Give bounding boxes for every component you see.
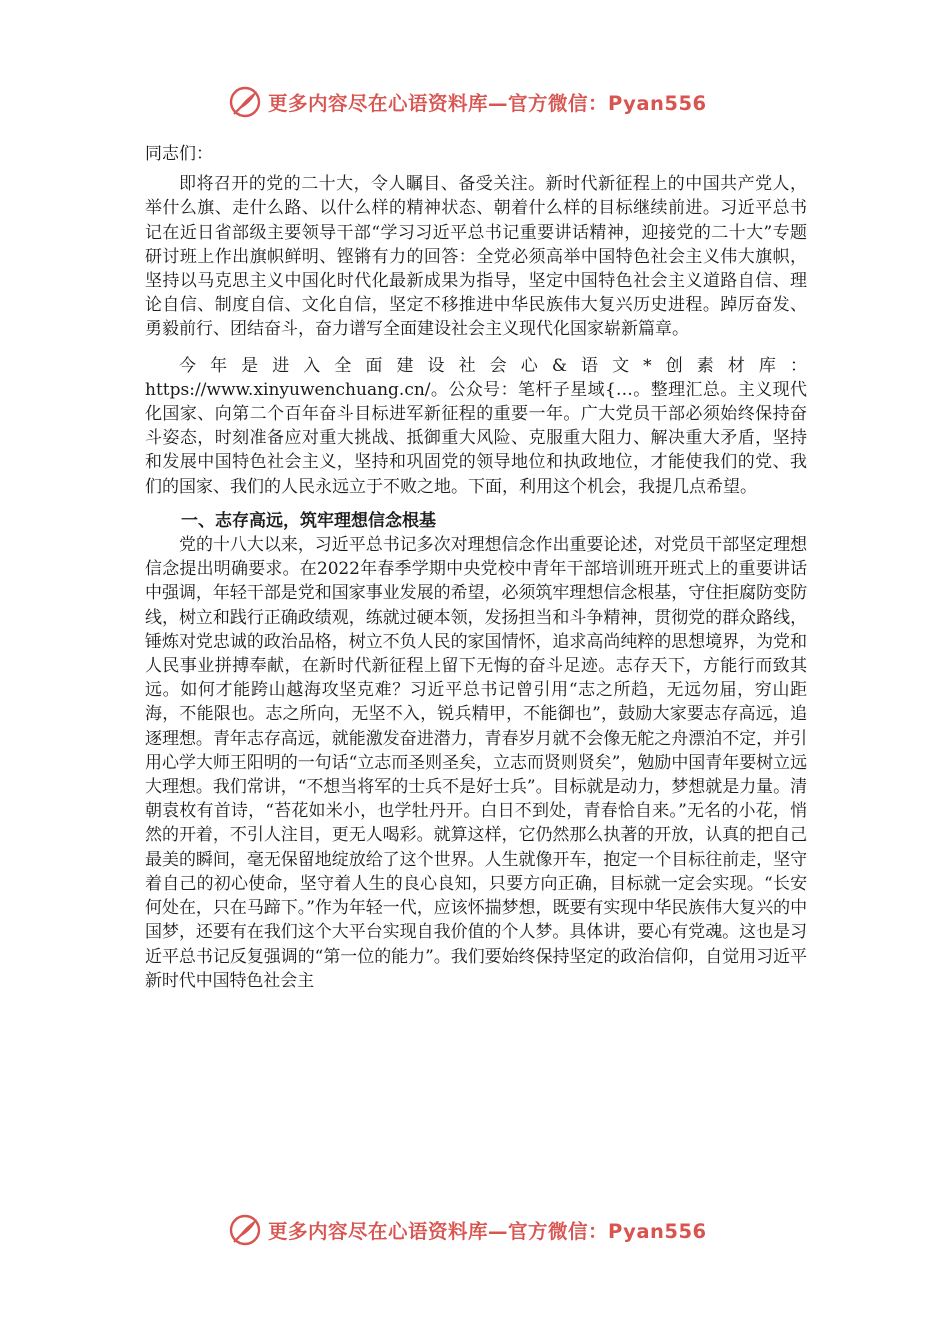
header-banner xyxy=(228,84,707,120)
section-heading: 一、志存高远，筑牢理想信念根基 xyxy=(181,510,436,531)
footer-banner xyxy=(228,1212,707,1248)
quill-pen-logo-icon xyxy=(228,85,262,119)
banner-text: 更多内容尽在心语资料库—官方微信：Pyan556 xyxy=(268,1220,707,1243)
banner-text: 更多内容尽在心语资料库—官方微信：Pyan556 xyxy=(268,92,707,115)
quill-pen-logo-icon xyxy=(228,1213,262,1247)
document-body xyxy=(145,142,807,993)
salutation: 同志们： xyxy=(145,144,213,164)
paragraph: 党的十八大以来，习近平总书记多次对理想信念作出重要论述，对党员干部坚定理想信念提出明确要求。在2022年春季学期中央党校中青年干部培训班开班式上的重要讲话中强调，年轻干部是党和国家事业发展的希望，必须筑牢理想信念根基，守住拒腐防变防线，树立和践行正确政绩观，练就过硬本领，发扬担当和斗争精神，贯彻党的群众路线，锤炼对党忠诚的政治品格，树立不负人民的家国情怀，追求高尚纯粹的思想境界，为党和人民事业拼搏奉献，在新时代新征程上留下无悔的奋斗足迹。志存天下，方能行而致其远。如何才能跨山越海攻坚克难？习近平总书记曾引用“志之所趋，无远勿届，穷山距海，不能限也。志之所向，无坚不入，锐兵精甲，不能御也”，鼓励大家要志存高远，追逐理想。青年志存高远，就能激发奋进潜力，青春岁月就不会像无舵之舟漂泊不定，并引用心学大师王阳明的一句话“立志而圣则圣矣，立志而贤则贤矣”，勉励中国青年要树立远大理想。我们常讲，“不想当将军的士兵不是好士兵”。目标就是动力，梦想就是力量。清朝袁枚有首诗，“苔花如米小，也学牡丹开。白日不到处，青春恰自来。”无名的小花，悄然的开着，不引人注目，更无人喝彩。就算这样，它仍然那么执著的开放，认真的把自己最美的瞬间，毫无保留地绽放给了这个世界。人生就像开车，抱定一个目标往前走，坚守着自己的初心使命，坚守着人生的良心良知，只要方向正确，目标就一定会实现。“长安何处在，只在马蹄下。”作为年轻一代，应该怀揣梦想，既要有实现中华民族伟大复兴的中国梦，还要有在我们这个大平台实现自我价值的个人梦。具体讲，要心有党魂。这也是习近平总书记反复强调的“第一位的能力”。我们要始终保持坚定的政治信仰，自觉用习近平新时代中国特色社会主 xyxy=(145,535,807,991)
paragraph: 即将召开的党的二十大，令人瞩目、备受关注。新时代新征程上的中国共产党人，举什么旗、走什么路、以什么样的精神状态、朝着什么样的目标继续前进。习近平总书记在近日省部级主要领导干部“学习习近平总书记重要讲话精神，迎接党的二十大”专题研讨班上作出旗帜鲜明、铿锵有力的回答：全党必须高举中国特色社会主义伟大旗帜，坚持以马克思主义中国化时代化最新成果为指导，坚定中国特色社会主义道路自信、理论自信、制度自信、文化自信，坚定不移推进中华民族伟大复兴历史进程。踔厉奋发、勇毅前行、团结奋斗，奋力谱写全面建设社会主义现代化国家崭新篇章。 xyxy=(145,174,807,340)
paragraph: 今年是进入全面建设社会心&语文*创素材库：https://www.xinyuwenchuang.cn/。公众号：笔杆子星域{…。整理汇总。主义现代化国家、向第二个百年奋斗目标进军新征程的重要一年。广大党员干部必须始终保持奋斗姿态，时刻准备应对重大挑战、抵御重大风险、克服重大阻力、解决重大矛盾，坚持和发展中国特色社会主义，坚持和巩固党的领导地位和执政地位，才能使我们的党、我们的国家、我们的人民永远立于不败之地。下面，利用这个机会，我提几点希望。 xyxy=(145,355,807,497)
